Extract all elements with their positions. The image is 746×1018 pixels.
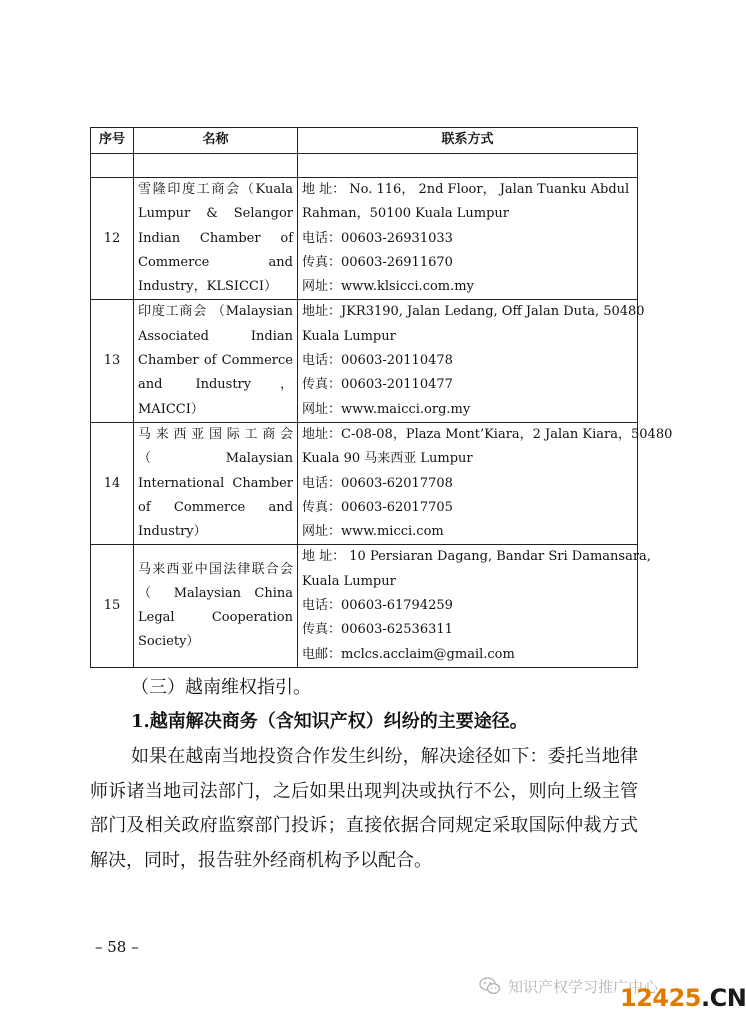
contact-address-cont: Kuala Lumpur bbox=[302, 573, 396, 589]
table-header-row bbox=[91, 128, 638, 154]
page-number: – 58 – bbox=[95, 938, 139, 956]
row-number: 12 bbox=[91, 178, 134, 300]
header-name: 名称 bbox=[134, 128, 298, 154]
site-logo bbox=[620, 984, 746, 1012]
contact-address: 地 址： 10 Persiaran Dagang, Bandar Sri Damansara, bbox=[302, 549, 651, 565]
contact-phone: 电话：00603-61794259 bbox=[302, 598, 453, 614]
org-name: 马来西亚中国法律联合会 （ Malaysian China Legal Cooperation Society） bbox=[134, 545, 298, 667]
row-number: 13 bbox=[91, 300, 134, 422]
row-number: 14 bbox=[91, 422, 134, 544]
contact-website: 网址：www.klsicci.com.my bbox=[302, 279, 474, 295]
org-contact bbox=[298, 422, 673, 544]
contact-address-cont: Kuala 90 马来西亚 Lumpur bbox=[302, 451, 473, 467]
table-row bbox=[91, 178, 638, 300]
org-contact bbox=[298, 300, 645, 422]
contact-address: 地址：C-08-08，Plaza Mont’Kiara，2 Jalan Kiara，50480 bbox=[302, 426, 673, 442]
contact-phone: 电话：00603-20110478 bbox=[302, 353, 453, 369]
section-title: （三）越南维权指引。 bbox=[131, 677, 311, 698]
contact-phone: 电话：00603-62017708 bbox=[302, 475, 453, 491]
contacts-table bbox=[90, 127, 673, 668]
wechat-icon bbox=[478, 974, 502, 998]
table-row-blank bbox=[91, 154, 638, 178]
row-number: 15 bbox=[91, 545, 134, 667]
org-name: 马来西亚国际工商会（Malaysian International Chamber of Commerce and Industry） bbox=[134, 422, 298, 544]
contact-address-cont: Rahman，50100 Kuala Lumpur bbox=[302, 206, 509, 222]
contact-address: 地 址： No. 116， 2nd Floor， Jalan Tuanku Abdul bbox=[302, 182, 630, 197]
contact-fax: 传真：00603-26911670 bbox=[302, 254, 453, 270]
contact-address-cont: Kuala Lumpur bbox=[302, 328, 396, 344]
org-name: 雪隆印度工商会（Kuala Lumpur & Selangor Indian Chamber of Commerce and Industry，KLSICCI） bbox=[134, 178, 298, 300]
watermark-text: 知识产权学习推广中心 bbox=[508, 977, 659, 996]
table-row bbox=[91, 545, 638, 667]
logo-suffix: .CN bbox=[701, 984, 746, 1012]
contact-website: 网址：www.micci.com bbox=[302, 524, 444, 540]
org-contact bbox=[298, 178, 638, 300]
contact-fax: 传真：00603-62017705 bbox=[302, 499, 453, 515]
table-row bbox=[91, 422, 638, 544]
org-contact bbox=[298, 545, 651, 667]
contact-phone: 电话：00603-26931033 bbox=[302, 230, 453, 246]
contact-fax: 传真：00603-62536311 bbox=[302, 622, 453, 638]
org-name: 印度工商会 （Malaysian Associated Indian Chamber of Commerce and Industry，MAICCI） bbox=[134, 300, 298, 422]
body-paragraph: 如果在越南当地投资合作发生纠纷，解决途径如下：委托当地律师诉诸当地司法部门，之后如果出现判决或执行不公，则向上级主管部门及相关政府监察部门投诉；直接依据合同规定采取国际仲裁方式解决，同时，报告驻外经商机构予以配合。 bbox=[90, 746, 638, 871]
logo-number: 12425 bbox=[620, 984, 701, 1012]
section-heading: 1.越南解决商务（含知识产权）纠纷的主要途径。 bbox=[131, 711, 528, 732]
contact-fax: 传真：00603-20110477 bbox=[302, 377, 453, 393]
header-no: 序号 bbox=[91, 128, 134, 154]
table-row bbox=[91, 300, 638, 422]
header-contact: 联系方式 bbox=[298, 128, 638, 154]
contact-address: 地址：JKR3190, Jalan Ledang, Off Jalan Duta, 50480 bbox=[302, 304, 645, 320]
contact-website: 网址：www.maicci.org.my bbox=[302, 401, 471, 417]
contact-email: 电邮：mclcs.acclaim@gmail.com bbox=[302, 646, 515, 662]
